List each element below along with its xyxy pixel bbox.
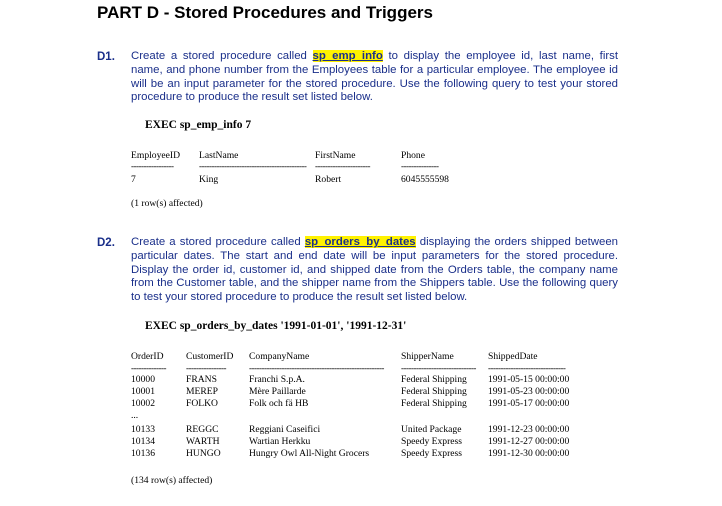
- table-cell: 1991-12-30 00:00:00: [488, 448, 570, 459]
- exec-statement-d2: EXEC sp_orders_by_dates '1991-01-01', '1991-12-31': [145, 320, 407, 332]
- table-cell: 1991-05-15 00:00:00: [488, 374, 570, 385]
- dash-separator: ----------------------: [315, 161, 370, 171]
- table-cell: 1991-12-27 00:00:00: [488, 436, 570, 447]
- table-cell: FOLKO: [186, 398, 218, 409]
- dash-separator: ----------------: [186, 363, 226, 373]
- dash-separator: -------------------------------: [488, 363, 566, 373]
- question-number-d2: D2.: [97, 237, 115, 249]
- question-text-d2-before: Create a stored procedure called: [131, 236, 305, 248]
- question-text-d1: [131, 50, 618, 105]
- table-cell: 10002: [131, 398, 155, 409]
- table-cell: Reggiani Caseifici: [249, 424, 321, 435]
- header-shippername: ShipperName: [401, 351, 454, 362]
- table-cell: Folk och fä HB: [249, 398, 309, 409]
- ellipsis: ...: [131, 410, 139, 421]
- table-cell: Speedy Express: [401, 436, 463, 447]
- dash-separator: -----------------: [131, 161, 174, 171]
- table-cell: Mère Paillarde: [249, 386, 306, 397]
- table-cell: United Package: [401, 424, 462, 435]
- header-orderid: OrderID: [131, 351, 164, 362]
- exec-statement-d1: EXEC sp_emp_info 7: [145, 119, 252, 131]
- table-cell: 1991-05-17 00:00:00: [488, 398, 570, 409]
- table-cell: Federal Shipping: [401, 374, 467, 385]
- table-cell: WARTH: [186, 436, 220, 447]
- table-cell: 1991-05-23 00:00:00: [488, 386, 570, 397]
- table-cell: 10136: [131, 448, 155, 459]
- header-employeeid: EmployeeID: [131, 150, 181, 161]
- rows-affected-d1: (1 row(s) affected): [131, 198, 203, 209]
- dash-separator: ------------------------------: [401, 363, 476, 373]
- dash-separator: ------------------------------------------------------: [249, 363, 384, 373]
- table-cell: Franchi S.p.A.: [249, 374, 305, 385]
- header-phone: Phone: [401, 150, 425, 161]
- procedure-name-d1: sp_emp_info: [312, 50, 383, 62]
- table-cell: HUNGO: [186, 448, 221, 459]
- header-firstname: FirstName: [315, 150, 356, 161]
- question-text-d2-after: displaying the orders shipped between particular dates. The start and end date will be input parameters for the stored procedure. Display the order id, customer id, and shipped date from the Orders table, the company name from the Customer table, and the shipper name from the Shippers table. Use the following query to test your stored procedure to produce the result set listed below.: [131, 236, 618, 304]
- dash-separator: -------------------------------------------: [199, 161, 307, 171]
- question-text-d1-before: Create a stored procedure called: [131, 50, 313, 62]
- dash-separator: --------------: [131, 363, 166, 373]
- table-cell: 10133: [131, 424, 155, 435]
- rows-affected-d2: (134 row(s) affected): [131, 475, 213, 486]
- page-title: PART D - Stored Procedures and Triggers: [97, 3, 433, 22]
- table-cell: Federal Shipping: [401, 386, 467, 397]
- table-cell: 10134: [131, 436, 155, 447]
- dash-separator: ---------------: [401, 161, 439, 171]
- table-cell: 1991-12-23 00:00:00: [488, 424, 570, 435]
- cell-phone: 6045555598: [401, 174, 449, 185]
- header-shippeddate: ShippedDate: [488, 351, 538, 362]
- table-cell: 10000: [131, 374, 155, 385]
- header-lastname: LastName: [199, 150, 239, 161]
- table-cell: Federal Shipping: [401, 398, 467, 409]
- table-cell: Speedy Express: [401, 448, 463, 459]
- table-cell: 10001: [131, 386, 155, 397]
- question-number-d1: D1.: [97, 51, 115, 63]
- table-cell: Wartian Herkku: [249, 436, 311, 447]
- cell-employeeid: 7: [131, 174, 136, 185]
- table-cell: REGGC: [186, 424, 219, 435]
- table-cell: FRANS: [186, 374, 217, 385]
- question-text-d2: [131, 236, 618, 305]
- table-cell: Hungry Owl All-Night Grocers: [249, 448, 370, 459]
- table-cell: MEREP: [186, 386, 218, 397]
- question-text-d1-after: to display the employee id, last name, first name, and phone number from the Employees table for a particular employee. The employee id will be an input parameter for the stored procedure. Use the following query to test your stored procedure to produce the result set listed below.: [131, 50, 618, 104]
- cell-firstname: Robert: [315, 174, 342, 185]
- cell-lastname: King: [199, 174, 219, 185]
- header-companyname: CompanyName: [249, 351, 310, 362]
- procedure-name-d2: sp_orders_by_dates: [304, 236, 416, 248]
- header-customerid: CustomerID: [186, 351, 234, 362]
